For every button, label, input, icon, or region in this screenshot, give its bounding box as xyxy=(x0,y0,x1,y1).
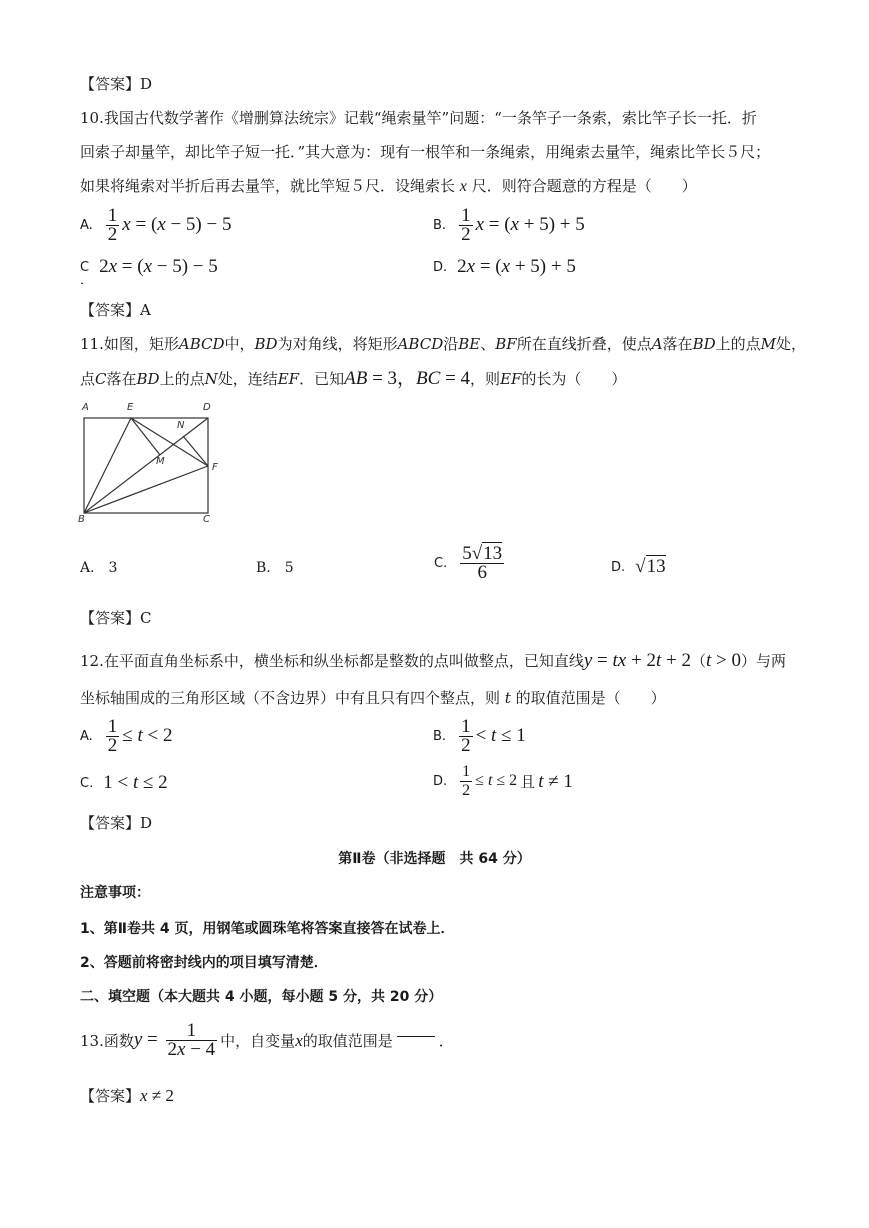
q10-option-c-dot: ． xyxy=(80,273,94,288)
answer-q9: 【答案】D xyxy=(80,75,153,93)
q12-option-d[interactable]: D. $\frac{1}{2}$ ≤ t ≤ 2 且 t ≠ 1 xyxy=(433,763,573,799)
q11-option-c[interactable]: C. $\frac{5√13}{6}$ xyxy=(434,543,503,583)
q11-line1: 11.如图，矩形ABCD中，BD为对角线，将矩形ABCD沿BE、BF所在直线折叠，使点A落在BD上的点M处， xyxy=(80,335,807,353)
q10-line2: 回索子却量竿，却比竿子短一托．”其大意为：现有一根竿和一条绳索，用绳索去量竿，绳索比竿长５尺； xyxy=(80,143,771,161)
answer-q12: 【答案】D xyxy=(80,814,153,832)
notice-item-1: 1、第Ⅱ卷共 4 页，用钢笔或圆珠笔将答案直接答在试卷上． xyxy=(80,921,455,937)
segment-fn xyxy=(183,436,208,466)
label-f: F xyxy=(212,462,218,473)
q11-option-a[interactable]: A. 3 xyxy=(80,560,118,576)
label-d: D xyxy=(203,402,211,413)
label-e: E xyxy=(127,402,134,413)
q11-line2: 点C落在BD上的点N处，连结EF．已知AB = 3，BC = 4，则EF的长为（ ） xyxy=(80,368,627,389)
diagonal-bd xyxy=(84,418,208,513)
q11-option-b[interactable]: B. 5 xyxy=(256,560,294,576)
q12-line1: 12.在平面直角坐标系中，横坐标和纵坐标都是整数的点叫做整点，已知直线y = tx + 2t + 2（t > 0）与两 xyxy=(80,650,786,671)
notice-item-2: 2、答题前将密封线内的项目填写清楚． xyxy=(80,955,328,971)
answer-blank[interactable] xyxy=(397,1036,435,1037)
q12-option-b[interactable]: B. $\frac{1}{2}$ < t ≤ 1 xyxy=(433,716,526,756)
q10-option-a[interactable]: A. $\frac{1}{2}$ x = (x − 5) − 5 xyxy=(80,205,232,245)
label-b: B xyxy=(78,514,85,525)
notice-heading: 注意事项： xyxy=(80,885,150,901)
q13-line1: 13.函数 y = $\frac{1}{2x - 4}$ 中，自变量 x 的取值范围是 ． xyxy=(80,1020,454,1060)
segment-ef xyxy=(131,418,208,466)
rectangle-fold-figure xyxy=(76,396,226,526)
label-n: N xyxy=(177,420,185,431)
fold-line-bf xyxy=(84,466,208,513)
q12-option-a[interactable]: A. $\frac{1}{2}$ ≤ t < 2 xyxy=(80,716,173,756)
q10-option-c[interactable]: C 2x = (x − 5) − 5 xyxy=(80,256,218,277)
q10-line1: 10.我国古代数学著作《增删算法统宗》记载“绳索量竿”问题：“一条竿子一条索，索比竿子长一托．折 xyxy=(80,109,757,127)
label-c: C xyxy=(203,514,210,525)
q10-option-d[interactable]: D. 2x = (x + 5) + 5 xyxy=(433,256,576,277)
q12-option-c[interactable]: C. 1 < t ≤ 2 xyxy=(80,772,168,793)
answer-q10: 【答案】A xyxy=(80,301,151,319)
label-a: A xyxy=(82,402,89,413)
answer-q13: 【答案】x ≠ 2 xyxy=(80,1086,174,1105)
answer-q11: 【答案】C xyxy=(80,609,152,627)
segment-em xyxy=(131,418,160,455)
q11-option-d[interactable]: D. √13 xyxy=(611,556,666,577)
q10-option-b[interactable]: B. $\frac{1}{2}$ x = (x + 5) + 5 xyxy=(433,205,585,245)
q10-line3: 如果将绳索对半折后再去量竿，就比竿短５尺．设绳索长 x 尺．则符合题意的方程是（ ） xyxy=(80,177,697,195)
q12-line2: 坐标轴围成的三角形区域（不含边界）中有且只有四个整点，则 t 的取值范围是（ ） xyxy=(80,689,666,707)
label-m: M xyxy=(156,456,165,467)
fill-in-section-title: 二、填空题（本大题共 4 小题，每小题 5 分，共 20 分） xyxy=(80,989,443,1005)
section-title: 第Ⅱ卷（非选择题 共 64 分） xyxy=(338,851,531,867)
fold-line-be xyxy=(84,418,131,513)
